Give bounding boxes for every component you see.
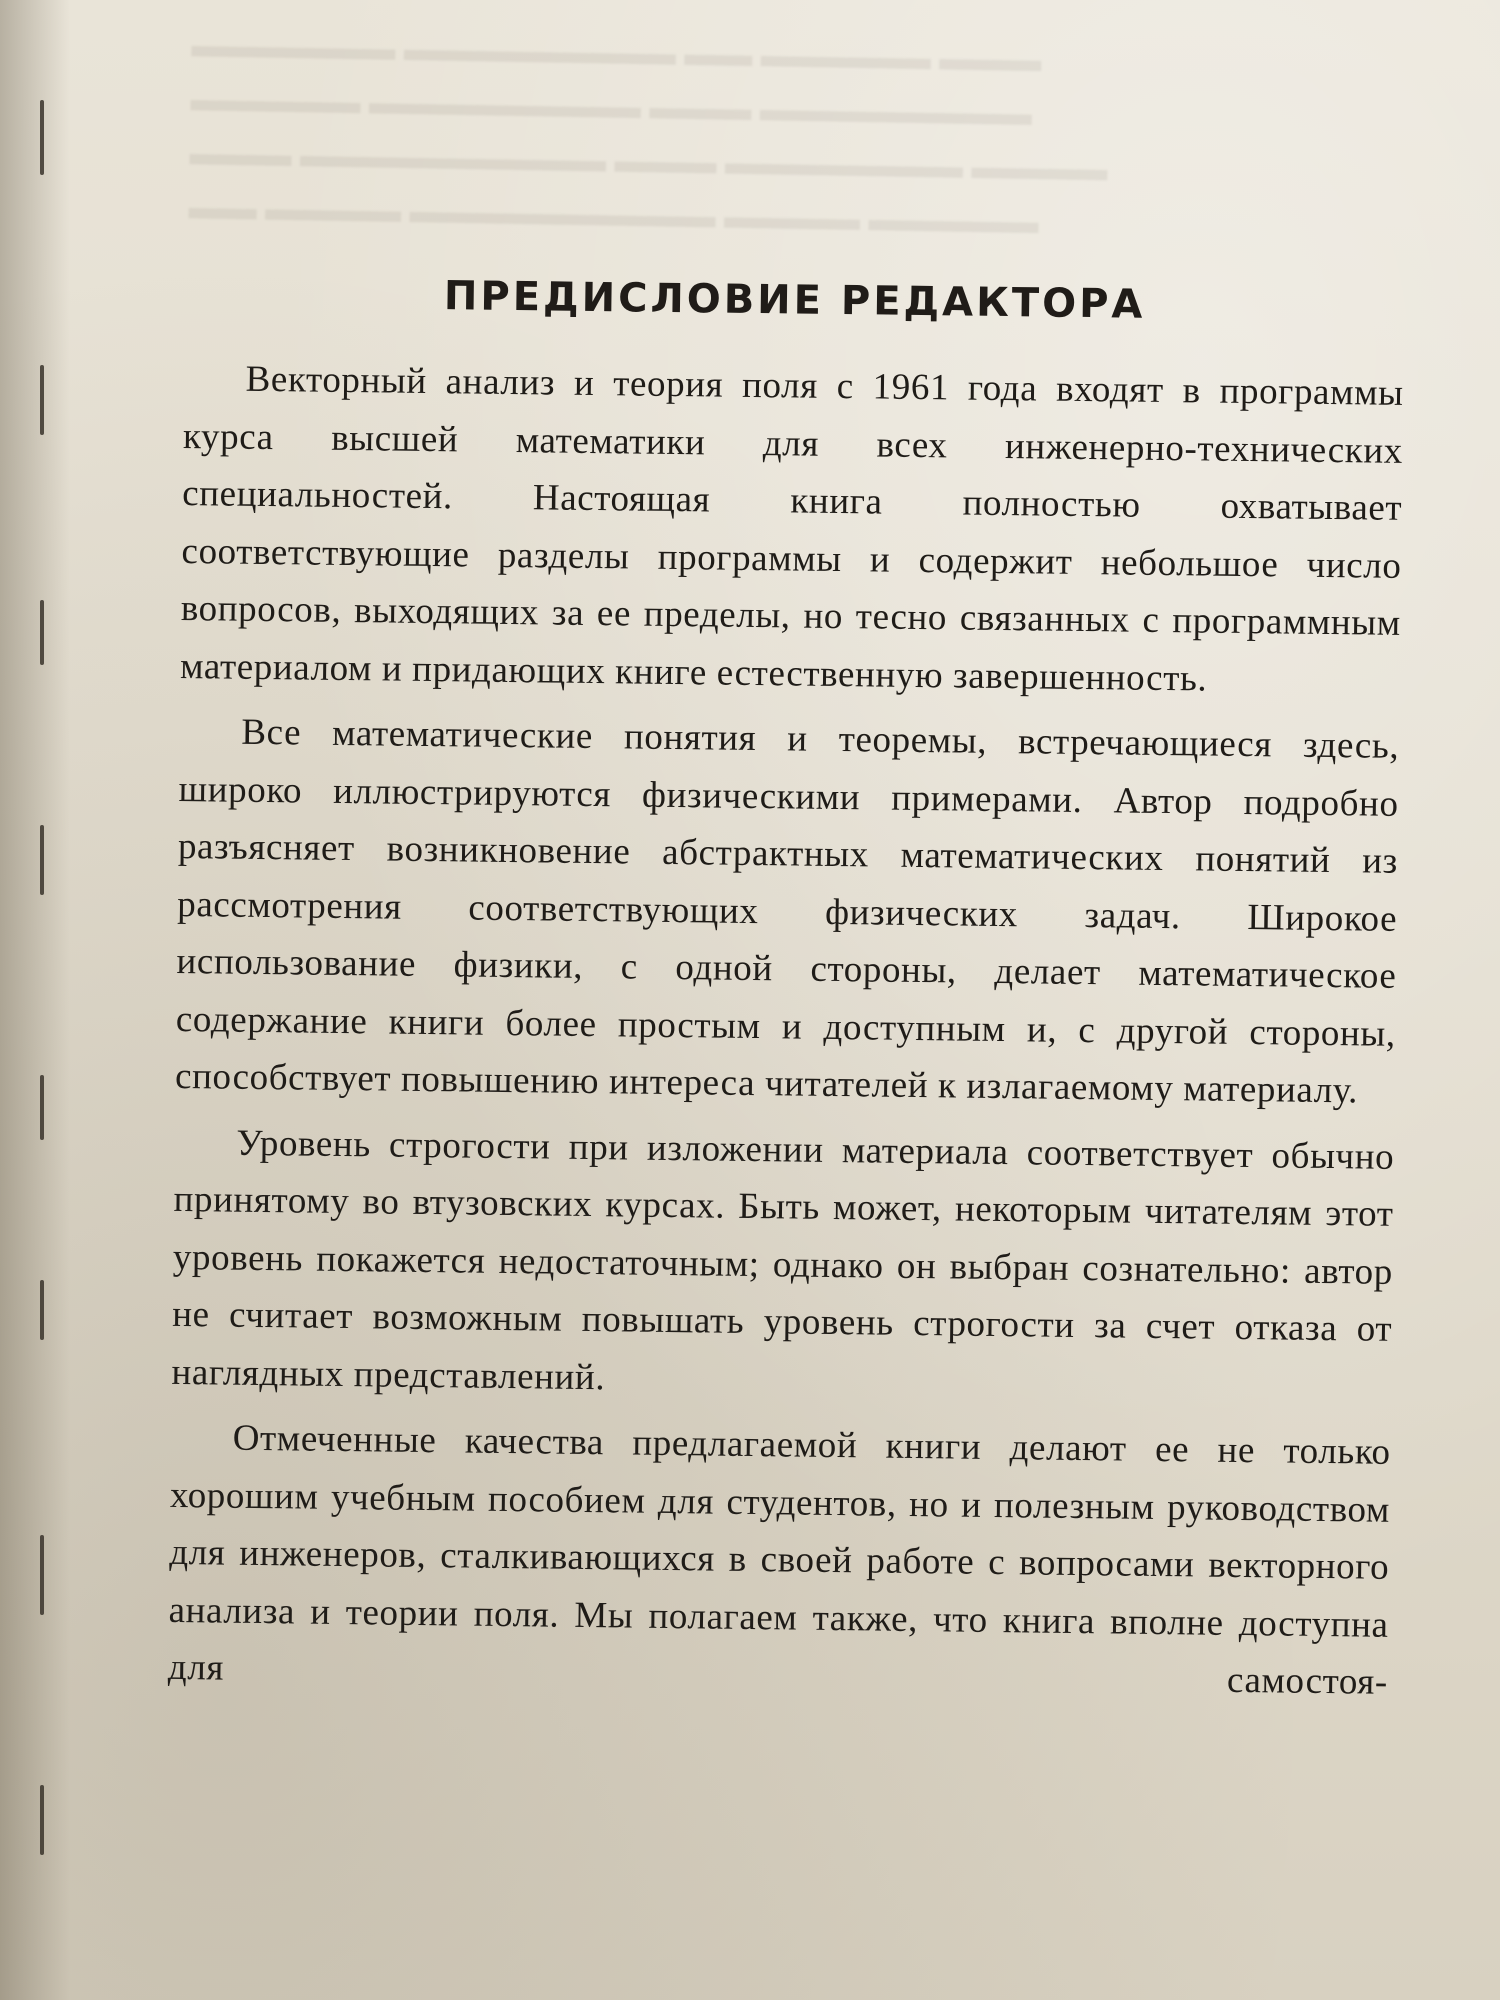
paragraph: Все математические понятия и теоремы, встречающиеся здесь, широко иллюстрируются физическими примерами. Автор подробно разъясняет возникновение абстрактных математических понятий из рассмотрения соответствующих физических задач. Широкое использование физики, с одной стороны, делает математическое содержание книги более простым и доступным и, с другой стороны, способствует повышению интереса читателей к излагаемому материалу. [174, 711, 1400, 1112]
body-text [168, 350, 1404, 1711]
stitch-mark [40, 1785, 44, 1855]
bleed-through-text: ▬▬▬ ▬▬▬▬▬ ▬▬ ▬▬▬▬▬▬▬▬ ▬▬▬▬▬▬ ▬▬▬▬▬▬▬▬ ▬▬▬ ▬▬▬▬▬▬▬▬ ▬▬▬▬▬ ▬▬▬▬ ▬▬▬▬▬▬▬ ▬▬▬ ▬▬▬▬▬▬▬▬▬ ▬▬▬ ▬▬▬▬▬ ▬▬▬▬ ▬▬▬▬▬▬▬▬▬ ▬▬▬▬ ▬▬ [188, 27, 1108, 242]
stitch-mark [40, 365, 44, 435]
paragraph: Векторный анализ и теория поля с 1961 года входят в программы курса высшей математики для всех инженерно-технических специальностей. Настоящая книга полностью охватывает соответствующие разделы программы и содержит небольшое число вопросов, выходящих за ее пределы, но тесно связанных с программным материалом и придающих книге естественную завершенность. [179, 358, 1404, 700]
stitch-mark [40, 600, 44, 665]
stitch-mark [40, 100, 44, 175]
stitch-mark [40, 825, 44, 895]
stitch-mark [40, 1075, 44, 1140]
paragraph: Отмеченные качества предлагаемой книги делают ее не только хорошим учебным пособием для студентов, но и полезным руководством для инженеров, сталкивающихся в своей работе с вопросами векторного анализа и теории поля. Мы полагаем также, что книга вполне доступна для самостоя- [167, 1417, 1391, 1703]
stitch-mark [40, 1280, 44, 1340]
stitch-mark [40, 1535, 44, 1615]
spine-shadow [0, 0, 70, 2000]
page-content [167, 270, 1404, 1719]
paragraph: Уровень строгости при изложении материала соответствует обычно принятому во втузовских курсах. Быть может, некоторым читателям этот уровень покажется недостаточным; однако он выбран сознательно: автор не считает возможным повышать уровень строгости за счет отказа от наглядных представлений. [171, 1122, 1395, 1398]
binding-stitches [40, 0, 46, 2000]
page-title: ПРЕДИСЛОВИЕ РЕДАКТОРА [443, 273, 1146, 328]
